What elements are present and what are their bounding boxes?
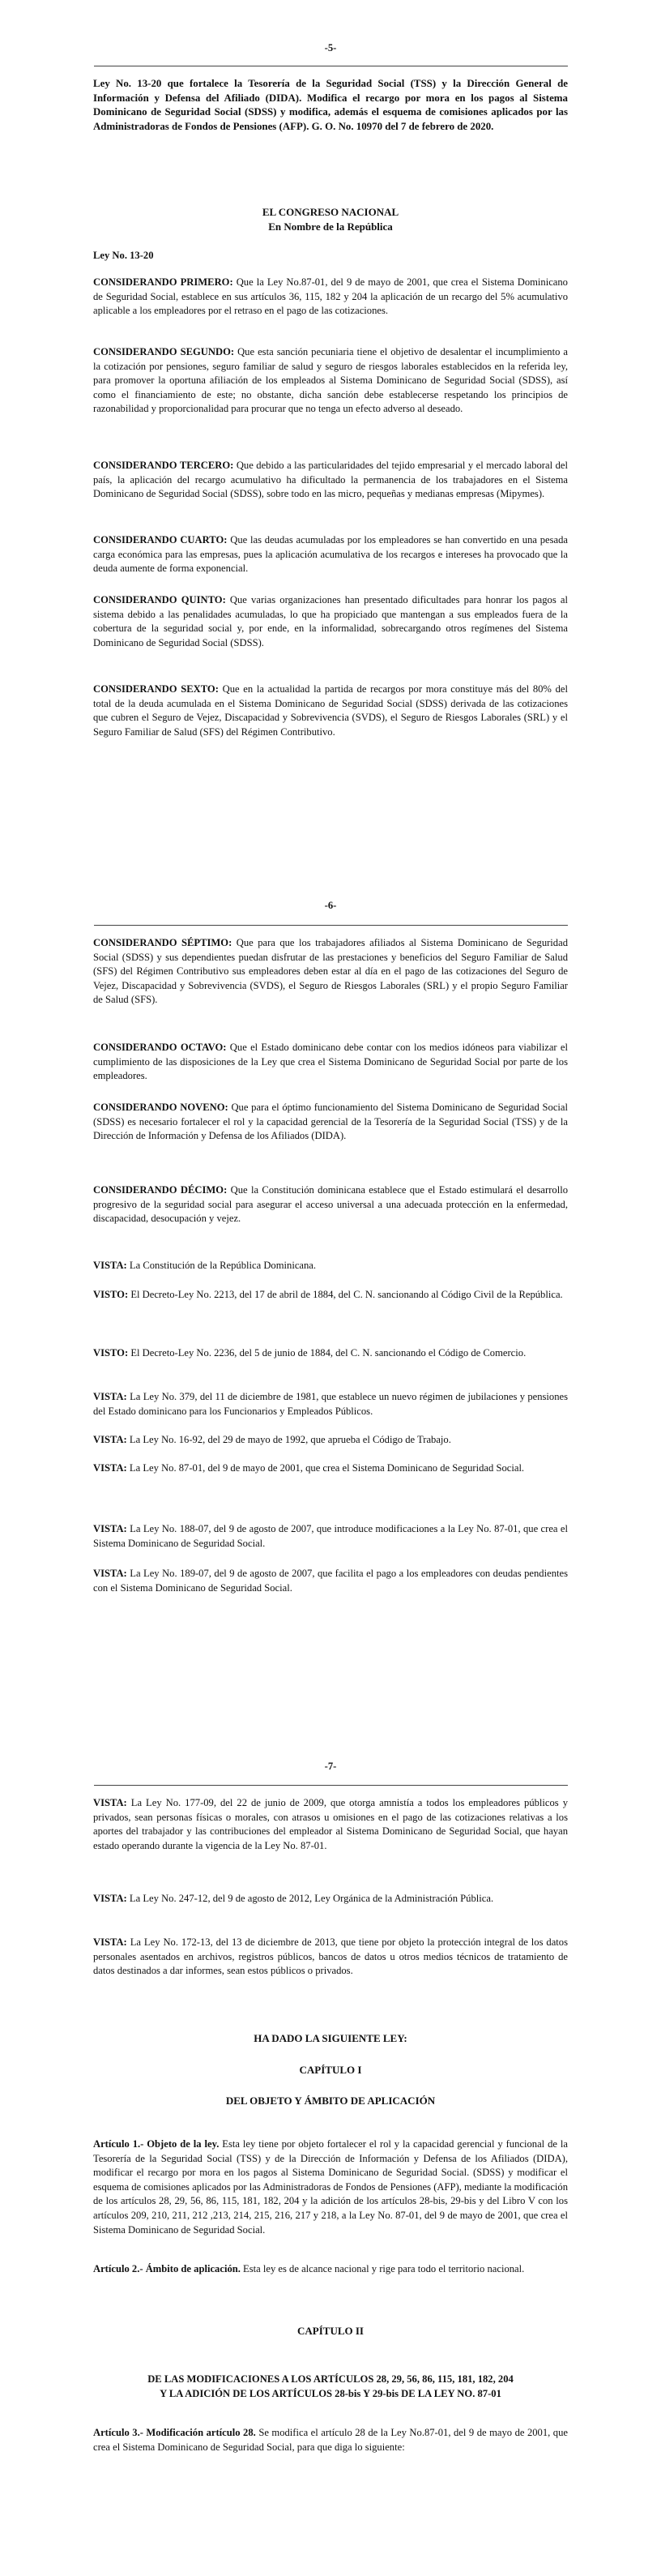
paragraph-label: VISTA: <box>93 1568 127 1579</box>
congress-heading-line1: EL CONGRESO NACIONAL <box>262 206 399 218</box>
paragraph-text: La Ley No. 172-13, del 13 de diciembre de 2013, que tiene por objeto la protección integral de los datos personales asentados en archivos, registros públicos, bancos de datos u otros medios técnicos de tratamiento de datos destinados a dar informes, sean estos públicos o privados. <box>93 1936 568 1977</box>
page-number: -7- <box>324 1761 337 1772</box>
header-rule <box>94 925 568 926</box>
paragraph-text: El Decreto-Ley No. 2236, del 5 de junio de 1884, del C. N. sancionando el Código de Comercio. <box>128 1347 527 1359</box>
article-label: Artículo 2.- Ámbito de aplicación. <box>93 2263 241 2274</box>
vista-paragraph <box>93 1259 568 1273</box>
paragraph-label: CONSIDERANDO QUINTO: <box>93 594 226 605</box>
paragraph-text: Que la Ley No.87-01, del 9 de mayo de 2001, que crea el Sistema Dominicano de Seguridad Social, establece en sus artículos 36, 115, 182 y 204 la aplicación de un recargo del 5% acumulativo aplicable a los empleadores por el retraso en el pago de las cotizaciones. <box>93 276 568 317</box>
header-rule <box>94 1785 568 1786</box>
paragraph-text: La Ley No. 16-92, del 29 de mayo de 1992, que aprueba el Código de Trabajo. <box>126 1434 451 1445</box>
article-label: Artículo 3.- Modificación artículo 28. <box>93 2427 256 2438</box>
paragraph-text: Que la Constitución dominicana establece que el Estado estimulará el desarrollo progresivo de la seguridad social para asegurar el acceso universal a una adecuada protección en la enfermedad, discapacidad, desocupación y vejez. <box>93 1184 569 1225</box>
considerando-paragraph <box>93 683 568 739</box>
paragraph-text: La Ley No. 379, del 11 de diciembre de 1981, que establece un nuevo régimen de jubilaciones y pensiones del Estado dominicano para los Funcionarios y Empleados Públicos. <box>93 1391 568 1417</box>
vista-paragraph <box>93 1288 568 1303</box>
paragraph-label: VISTA: <box>93 1936 127 1948</box>
law-title: Ley No. 13-20 que fortalece la Tesorería de la Seguridad Social (TSS) y la Dirección General de Información y Defensa del Afiliado (DIDA). Modifica el recargo por mora en los pagos al Sistema Dominicano de Seguridad Social (SDSS) y modifica, además el esquema de comisiones aplicados por las Administradoras de Fondos de Pensiones (AFP). G. O. No. 10970 del 7 de febrero de 2020. <box>93 78 568 132</box>
paragraph-label: CONSIDERANDO PRIMERO: <box>93 276 233 288</box>
considerando-paragraph <box>93 1041 568 1084</box>
considerando-paragraph <box>93 345 568 417</box>
paragraph-label: CONSIDERANDO SEXTO: <box>93 683 219 695</box>
article-paragraph <box>93 2426 568 2454</box>
vista-paragraph <box>93 1522 568 1551</box>
article-paragraph <box>93 2262 568 2277</box>
vista-paragraph <box>93 1796 568 1853</box>
paragraph-text: La Constitución de la República Dominicana. <box>126 1260 317 1271</box>
paragraph-text: Que para que los trabajadores afiliados al Sistema Dominicano de Seguridad Social (SDSS) y sus dependientes puedan disfrutar de las prestaciones y beneficios del Seguro Familiar de Salud (SFS) del Régimen Contributivo sus empleadores deben estar al día en el pago de las cotizaciones del Seguro de Vejez, Discapacidad y Sobrevivencia (SVDS), el Seguro de Riesgos Laborales (SRL) y el propio Seguro Familiar de Salud (SFS). <box>93 937 568 1006</box>
article-text: Se modifica el artículo 28 de la Ley No.87-01, del 9 de mayo de 2001, que crea el Sistema Dominicano de Seguridad Social, para que diga lo siguiente: <box>93 2427 568 2453</box>
vista-paragraph <box>93 1433 568 1448</box>
paragraph-text: Que en la actualidad la partida de recargos por mora constituye más del 80% del total de la deuda acumulada en el Sistema Dominicano de Seguridad Social (SDSS) derivada de las cotizaciones que cubren el Seguro de Vejez, Discapacidad y Sobrevivencia (SVDS), el Seguro de Riesgos Laborales (SRL) y el Seguro Familiar de Salud (SFS) del Régimen Contributivo. <box>93 683 568 738</box>
paragraph-text: Que varias organizaciones han presentado dificultades para honrar los pagos al sistema debido a las penalidades acumuladas, lo que ha propiciado que mantengan a sus empleados fuera de la cobertura de la seguridad social y, por ende, en la informalidad, sobrecargando otros regímenes del Sistema Dominicano de Seguridad Social (SDSS). <box>93 594 568 648</box>
paragraph-text: Que esta sanción pecuniaria tiene el objetivo de desalentar el incumplimiento a la cotización por pensiones, seguro familiar de salud y seguro de riesgos laborales establecidos en la referida ley, para promover la oportuna afiliación de los empleados al Sistema Dominicano de Seguridad Social (SDSS), así como el financiamiento de este; no obstante, dicha sanción debe establecerse respetando los principios de razonabilidad y proporcionalidad para procurar que no tenga un efecto adverso al deseado. <box>93 346 568 415</box>
paragraph-label: VISTA: <box>93 1391 127 1402</box>
vista-paragraph <box>93 1936 568 1979</box>
paragraph-text: La Ley No. 177-09, del 22 de junio de 2009, que otorga amnistía a todos los empleadores públicos y privados, sean personas físicas o morales, con atrasos u omisiones en el pago de las cotizaciones relativas a los aportes del trabajador y las contribuciones del empleador al Sistema Dominicano de Seguridad Social, que hayan estado operando durante la vigencia de la Ley No. 87-01. <box>93 1797 568 1851</box>
considerando-paragraph <box>93 936 568 1008</box>
paragraph-label: VISTO: <box>93 1289 129 1300</box>
paragraph-label: VISTA: <box>93 1893 127 1904</box>
article-paragraph <box>93 2137 568 2237</box>
chapter-subtitle: DEL OBJETO Y ÁMBITO DE APLICACIÓN <box>225 2095 436 2107</box>
article-label: Artículo 1.- Objeto de la ley. <box>93 2138 220 2150</box>
vista-paragraph <box>93 1346 568 1361</box>
paragraph-label: CONSIDERANDO SEGUNDO: <box>93 346 235 357</box>
chapter-title: CAPÍTULO II <box>297 2325 364 2337</box>
paragraph-text: Que el Estado dominicano debe contar con los medios idóneos para viabilizar el cumplimiento de las disposiciones de la Ley que crea el Sistema Dominicano de Seguridad Social por parte de los empleadores. <box>93 1042 568 1082</box>
article-text: Esta ley es de alcance nacional y rige para todo el territorio nacional. <box>240 2263 525 2274</box>
article-text: Esta ley tiene por objeto fortalecer el rol y la capacidad gerencial y funcional de la Tesorería de la Seguridad Social (TSS) y de la Dirección de Información y Defensa de los Afiliados (DIDA), modificar el recargo por mora en los pagos al Sistema Dominicano de Seguridad Social. (SDSS) y modificar el esquema de comisiones aplicados por las Administradoras de Fondos de Pensiones (AFP), mediante la modificación de los artículos 28, 29, 56, 86, 115, 181, 182, 204 y la adición de los artículos 28-bis, 29-bis y del Libro V con los artículos 209, 210, 211, 212 ,213, 214, 215, 216, 217 y 218, a la Ley No. 87-01, del 9 de mayo de 2001, que crea el Sistema Dominicano de Seguridad Social. <box>93 2138 568 2236</box>
congress-heading <box>93 205 568 233</box>
paragraph-label: VISTA: <box>93 1797 127 1808</box>
paragraph-text: La Ley No. 188-07, del 9 de agosto de 2007, que introduce modificaciones a la Ley No. 87-01, que crea el Sistema Dominicano de Seguridad Social. <box>93 1523 568 1549</box>
chapter-subtitle-line1: DE LAS MODIFICACIONES A LOS ARTÍCULOS 28, 29, 56, 86, 115, 181, 182, 204 <box>147 2373 514 2385</box>
page-number: -5- <box>324 42 337 53</box>
considerando-paragraph <box>93 459 568 502</box>
vista-paragraph <box>93 1461 568 1476</box>
vista-paragraph <box>93 1892 568 1906</box>
paragraph-label: VISTA: <box>93 1434 127 1445</box>
chapter-subtitle <box>91 2373 570 2401</box>
considerando-paragraph <box>93 593 568 650</box>
enactment-heading: HA DADO LA SIGUIENTE LEY: <box>254 2032 407 2044</box>
law-number: Ley No. 13-20 <box>93 250 154 261</box>
paragraph-label: CONSIDERANDO SÉPTIMO: <box>93 937 232 948</box>
paragraph-text: La Ley No. 87-01, del 9 de mayo de 2001, que crea el Sistema Dominicano de Seguridad Social. <box>126 1462 525 1474</box>
paragraph-label: CONSIDERANDO OCTAVO: <box>93 1042 227 1053</box>
paragraph-label: VISTO: <box>93 1347 129 1359</box>
vista-paragraph <box>93 1390 568 1419</box>
paragraph-text: La Ley No. 247-12, del 9 de agosto de 2012, Ley Orgánica de la Administración Pública. <box>126 1893 494 1904</box>
considerando-paragraph <box>93 1101 568 1144</box>
paragraph-label: CONSIDERANDO DÉCIMO: <box>93 1184 228 1196</box>
page-number: -6- <box>324 900 337 911</box>
vista-paragraph <box>93 1567 568 1595</box>
paragraph-label: VISTA: <box>93 1260 127 1271</box>
chapter-title: CAPÍTULO I <box>299 2064 362 2076</box>
paragraph-text: El Decreto-Ley No. 2213, del 17 de abril de 1884, del C. N. sancionando al Código Civil de la República. <box>128 1289 563 1300</box>
paragraph-label: VISTA: <box>93 1462 127 1474</box>
paragraph-text: Que las deudas acumuladas por los empleadores se han convertido en una pesada carga económica para las empresas, pues la aplicación acumulativa de los recargos e intereses ha provocado que la deuda aumente de forma exponencial. <box>93 534 568 575</box>
paragraph-label: CONSIDERANDO TERCERO: <box>93 460 234 471</box>
paragraph-text: La Ley No. 189-07, del 9 de agosto de 2007, que facilita el pago a los empleadores con deudas pendientes con el Sistema Dominicano de Seguridad Social. <box>93 1568 568 1594</box>
paragraph-text: Que debido a las particularidades del tejido empresarial y el mercado laboral del país, la aplicación del recargo acumulativo ha dificultado la permanencia de los trabajadores en el Sistema Dominicano de Seguridad Social (SDSS), sobre todo en las micro, pequeñas y medianas empresas (Mipymes). <box>93 460 568 500</box>
considerando-paragraph <box>93 276 568 319</box>
paragraph-label: CONSIDERANDO NOVENO: <box>93 1102 228 1113</box>
paragraph-label: VISTA: <box>93 1523 127 1534</box>
considerando-paragraph <box>93 1183 568 1226</box>
chapter-subtitle-line2: Y LA ADICIÓN DE LOS ARTÍCULOS 28-bis Y 29-bis DE LA LEY NO. 87-01 <box>160 2387 501 2399</box>
considerando-paragraph <box>93 533 568 576</box>
paragraph-text: Que para el óptimo funcionamiento del Sistema Dominicano de Seguridad Social (SDSS) es necesario fortalecer el rol y la capacidad gerencial de la Tesorería de la Seguridad Social (TSS) y de la Dirección de Información y Defensa de los Afiliados (DIDA). <box>93 1102 568 1142</box>
congress-heading-line2: En Nombre de la República <box>268 220 393 233</box>
paragraph-label: CONSIDERANDO CUARTO: <box>93 534 228 546</box>
